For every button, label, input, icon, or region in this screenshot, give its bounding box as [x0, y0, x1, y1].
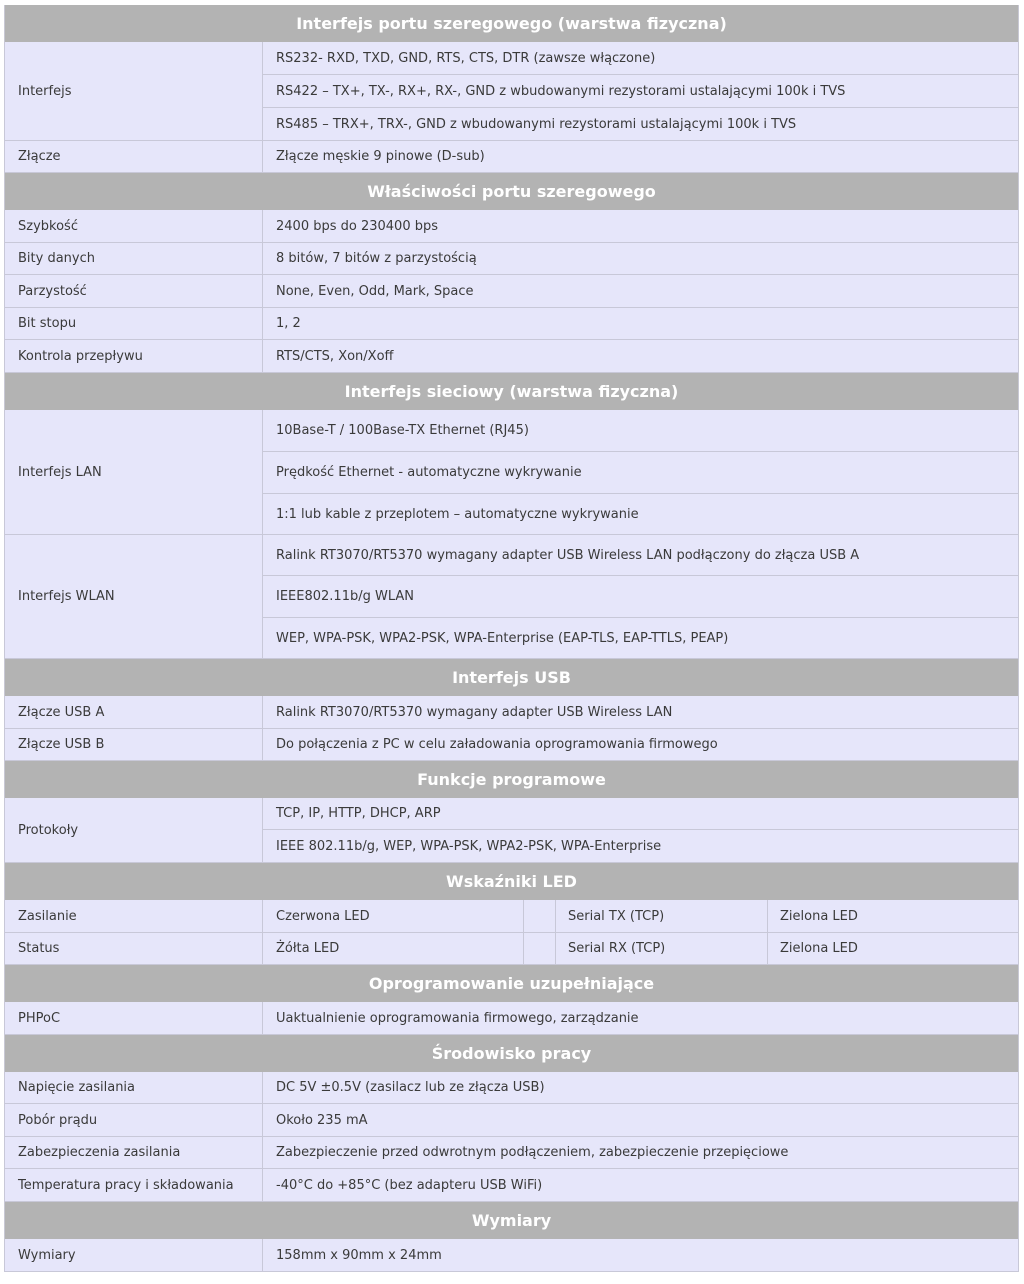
- spec-label: Złącze USB B: [5, 729, 263, 761]
- spec-value: IEEE 802.11b/g, WEP, WPA-PSK, WPA2-PSK, WPA-Enterprise: [263, 830, 1018, 863]
- spec-value: 8 bitów, 7 bitów z parzystością: [263, 243, 1018, 275]
- spec-values: [263, 243, 1018, 275]
- spec-value: 1, 2: [263, 308, 1018, 340]
- spec-values: [263, 1002, 1018, 1035]
- spec-row-temperatura-pracy-i-skladowania: [4, 1169, 1019, 1202]
- spec-label: Napięcie zasilania: [5, 1072, 263, 1104]
- spec-values: [263, 1104, 1018, 1137]
- led-label: Zasilanie: [5, 900, 263, 933]
- spec-value: 1:1 lub kable z przeplotem – automatyczne wykrywanie: [263, 494, 1018, 535]
- spec-value: DC 5V ±0.5V (zasilacz lub ze złącza USB): [263, 1072, 1018, 1104]
- spec-label: Wymiary: [5, 1239, 263, 1272]
- spec-row-pobor-pradu: [4, 1104, 1019, 1137]
- spec-row-bit-stopu: [4, 308, 1019, 340]
- spec-label: Interfejs WLAN: [5, 535, 263, 659]
- led-color-2: Zielona LED: [768, 933, 1018, 965]
- led-row-zasilanie: [4, 900, 1019, 933]
- section-header-interfejs-usb: Interfejs USB: [4, 659, 1019, 696]
- spec-values: [263, 1137, 1018, 1169]
- spec-label: Kontrola przepływu: [5, 340, 263, 373]
- spec-values: [263, 275, 1018, 308]
- spec-row-kontrola-przeplywu: [4, 340, 1019, 373]
- led-color: Czerwona LED: [263, 900, 524, 933]
- spec-values: [263, 340, 1018, 373]
- section-header-funkcje-programowe: Funkcje programowe: [4, 761, 1019, 798]
- section-header-oprogramowanie-uzupelniajace: Oprogramowanie uzupełniające: [4, 965, 1019, 1002]
- spec-value: Złącze męskie 9 pinowe (D-sub): [263, 141, 1018, 173]
- spec-value: None, Even, Odd, Mark, Space: [263, 275, 1018, 308]
- spec-value: Zabezpieczenie przed odwrotnym podłączeniem, zabezpieczenie przepięciowe: [263, 1137, 1018, 1169]
- spec-values: [263, 141, 1018, 173]
- spec-row-interfejs: [4, 42, 1019, 141]
- led-spacer: [524, 933, 556, 965]
- led-color: Żółta LED: [263, 933, 524, 965]
- spec-values: [263, 1239, 1018, 1272]
- spec-row-protokoly: [4, 798, 1019, 863]
- spec-value: Ralink RT3070/RT5370 wymagany adapter USB Wireless LAN podłączony do złącza USB A: [263, 535, 1018, 576]
- section-header-wlasciwosci-portu-szeregowego: Właściwości portu szeregowego: [4, 173, 1019, 210]
- spec-value: Uaktualnienie oprogramowania firmowego, zarządzanie: [263, 1002, 1018, 1035]
- spec-label: Parzystość: [5, 275, 263, 308]
- spec-row-interfejs-wlan: [4, 535, 1019, 659]
- led-label: Status: [5, 933, 263, 965]
- spec-values: [263, 308, 1018, 340]
- spec-value: IEEE802.11b/g WLAN: [263, 576, 1018, 618]
- spec-value: 2400 bps do 230400 bps: [263, 210, 1018, 243]
- spec-row-zabezpieczenia-zasilania: [4, 1137, 1019, 1169]
- led-label-2: Serial RX (TCP): [556, 933, 768, 965]
- section-header-srodowisko-pracy: Środowisko pracy: [4, 1035, 1019, 1072]
- spec-value: WEP, WPA-PSK, WPA2-PSK, WPA-Enterprise (EAP-TLS, EAP-TTLS, PEAP): [263, 618, 1018, 659]
- spec-row-bity-danych: [4, 243, 1019, 275]
- spec-label: Pobór prądu: [5, 1104, 263, 1137]
- spec-row-zlacze: [4, 141, 1019, 173]
- spec-row-phpoc: [4, 1002, 1019, 1035]
- spec-row-zlacze-usb-a: [4, 696, 1019, 729]
- spec-row-szybkosc: [4, 210, 1019, 243]
- spec-label: PHPoC: [5, 1002, 263, 1035]
- spec-label: Interfejs: [5, 42, 263, 141]
- spec-label: Złącze USB A: [5, 696, 263, 729]
- spec-label: Bit stopu: [5, 308, 263, 340]
- spec-values: [263, 798, 1018, 863]
- spec-label: Złącze: [5, 141, 263, 173]
- spec-value: RS485 – TRX+, TRX-, GND z wbudowanymi rezystorami ustalającymi 100k i TVS: [263, 108, 1018, 141]
- spec-value: Do połączenia z PC w celu załadowania oprogramowania firmowego: [263, 729, 1018, 761]
- spec-label: Zabezpieczenia zasilania: [5, 1137, 263, 1169]
- spec-value: RS232- RXD, TXD, GND, RTS, CTS, DTR (zawsze włączone): [263, 42, 1018, 75]
- spec-row-interfejs-lan: [4, 410, 1019, 535]
- section-header-wskazniki-led: Wskaźniki LED: [4, 863, 1019, 900]
- spec-row-napiecie-zasilania: [4, 1072, 1019, 1104]
- spec-values: [263, 1169, 1018, 1202]
- spec-value: Około 235 mA: [263, 1104, 1018, 1137]
- spec-values: [263, 42, 1018, 141]
- spec-label: Protokoły: [5, 798, 263, 863]
- spec-value: 10Base-T / 100Base-TX Ethernet (RJ45): [263, 410, 1018, 452]
- spec-values: [263, 210, 1018, 243]
- spec-label: Temperatura pracy i składowania: [5, 1169, 263, 1202]
- spec-value: Prędkość Ethernet - automatyczne wykrywanie: [263, 452, 1018, 494]
- led-row-status: [4, 933, 1019, 965]
- led-color-2: Zielona LED: [768, 900, 1018, 933]
- spec-value: Ralink RT3070/RT5370 wymagany adapter USB Wireless LAN: [263, 696, 1018, 729]
- led-label-2: Serial TX (TCP): [556, 900, 768, 933]
- section-header-interfejs-sieciowy-warstwa-fizyczna: Interfejs sieciowy (warstwa fizyczna): [4, 373, 1019, 410]
- spec-value: 158mm x 90mm x 24mm: [263, 1239, 1018, 1272]
- spec-label: Szybkość: [5, 210, 263, 243]
- spec-values: [263, 410, 1018, 535]
- spec-value: RTS/CTS, Xon/Xoff: [263, 340, 1018, 373]
- spec-values: [263, 1072, 1018, 1104]
- spec-values: [263, 535, 1018, 659]
- spec-value: TCP, IP, HTTP, DHCP, ARP: [263, 798, 1018, 830]
- spec-row-zlacze-usb-b: [4, 729, 1019, 761]
- spec-label: Bity danych: [5, 243, 263, 275]
- section-header-wymiary: Wymiary: [4, 1202, 1019, 1239]
- spec-table: [4, 5, 1019, 1272]
- spec-row-wymiary: [4, 1239, 1019, 1272]
- spec-label: Interfejs LAN: [5, 410, 263, 535]
- led-spacer: [524, 900, 556, 933]
- spec-value: -40°C do +85°C (bez adapteru USB WiFi): [263, 1169, 1018, 1202]
- spec-value: RS422 – TX+, TX-, RX+, RX-, GND z wbudowanymi rezystorami ustalającymi 100k i TVS: [263, 75, 1018, 108]
- spec-values: [263, 696, 1018, 729]
- spec-row-parzystosc: [4, 275, 1019, 308]
- section-header-interfejs-portu-szeregowego-warstwa-fizyczna: Interfejs portu szeregowego (warstwa fizyczna): [4, 5, 1019, 42]
- spec-values: [263, 729, 1018, 761]
